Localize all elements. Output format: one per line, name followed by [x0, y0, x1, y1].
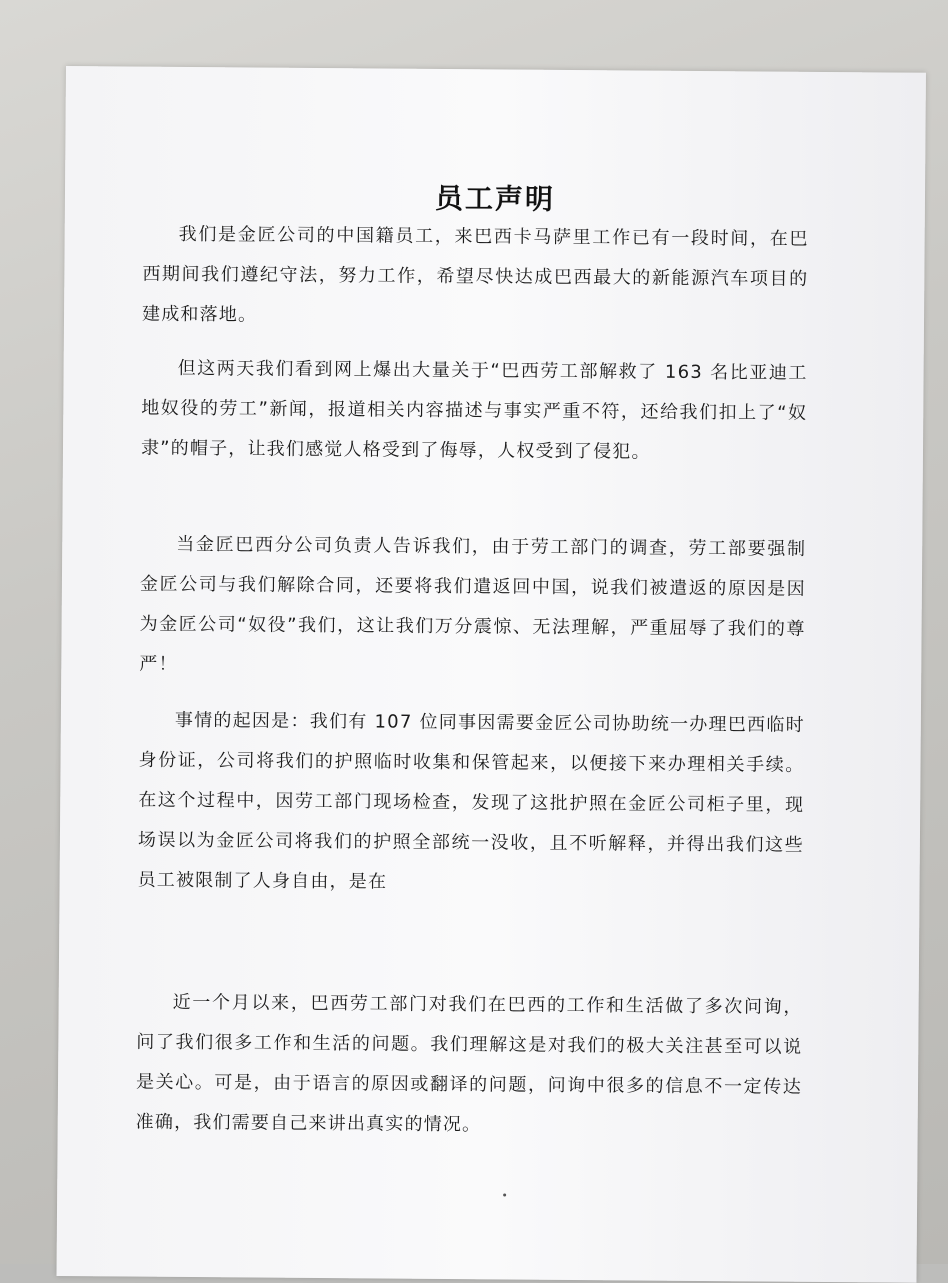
paragraph-4: 事情的起因是：我们有 107 位同事因需要金匠公司协助统一办理巴西临时身份证，公司将我们的护照临时收集和保管起来，以便接下来办理相关手续。在这个过程中，因劳工部门现场检查，发现了这批护照在金匠公司柜子里，现场误以为金匠公司将我们的护照全部统一没收，且不听解释，并得出我们这些员工被限制了人身自由，是在 [137, 709, 805, 893]
paragraph-1: 我们是金匠公司的中国籍员工，来巴西卡马萨里工作已有一段时间，在巴西期间我们遵纪守法，努力工作，希望尽快达成巴西最大的新能源汽车项目的建成和落地。 [141, 223, 809, 326]
paragraph-5: 近一个月以来，巴西劳工部门对我们在巴西的工作和生活做了多次问询，问了我们很多工作和生活的问题。我们理解这是对我们的极大关注甚至可以说是关心。可是，由于语言的原因或翻译的问题，问询中很多的信息不一定传达准确，我们需要自己来讲出真实的情况。 [135, 991, 803, 1136]
paper-sheet [56, 66, 925, 1283]
paragraph-3: 当金匠巴西分公司负责人告诉我们，由于劳工部门的调查，劳工部要强制金匠公司与我们解除合同，还要将我们遣返回中国，说我们被遣返的原因是因为金匠公司“奴役”我们，这让我们万分震惊、无法理解，严重屈辱了我们的尊严！ [139, 533, 807, 675]
paragraph-2: 但这两天我们看到网上爆出大量关于“巴西劳工部解救了 163 名比亚迪工地奴役的劳工”新闻，报道相关内容描述与事实严重不符，还给我们扣上了“奴隶”的帽子，让我们感觉人格受到了侮辱，人权受到了侵犯。 [140, 357, 808, 463]
paper-speck [503, 1193, 506, 1196]
document-title: 员工声明 [434, 181, 556, 216]
